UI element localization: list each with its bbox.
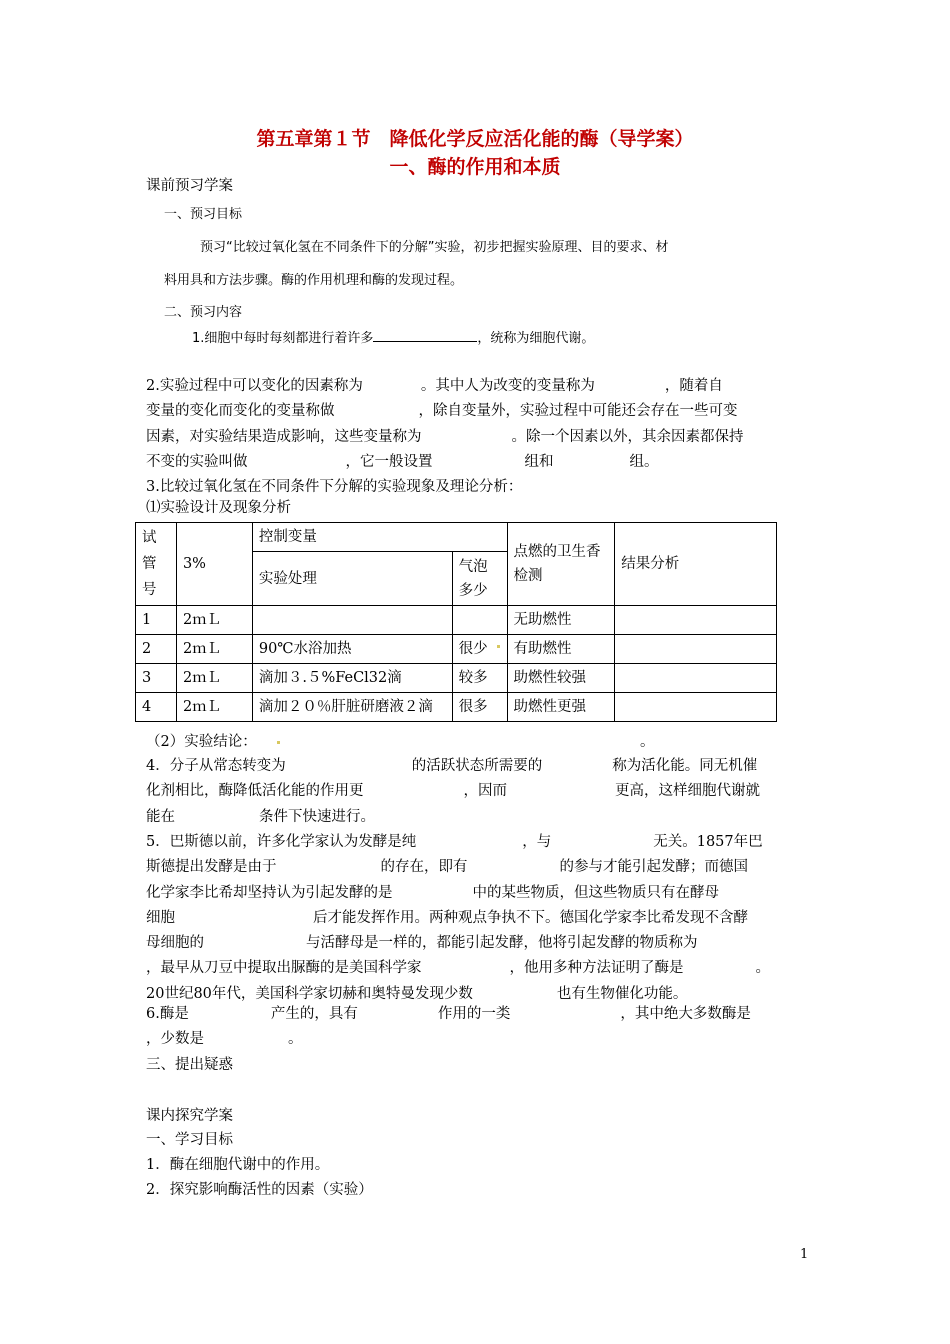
cell-tube: 1 [136, 606, 177, 635]
cell-tube: 4 [136, 693, 177, 722]
cell-result [615, 635, 777, 664]
preview-content-heading: 二、预习内容 [164, 305, 243, 320]
item-2-paragraph [146, 374, 810, 500]
text-line: ，最早从刀豆中提取出脲酶的是美国科学家 ，他用多种方法证明了酶是 。 [146, 960, 770, 977]
inclass-goal-item: 2．探究影响酶活性的因素（实验） [146, 1182, 373, 1198]
page-number: 1 [800, 1247, 809, 1262]
preview-goal-line: 预习“比较过氧化氢在不同条件下的分解”实验，初步把握实验原理、目的要求、材 [200, 240, 669, 255]
table-row [136, 664, 777, 693]
text-line: 5．巴斯德以前，许多化学家认为发酵是纯 ，与 无关。1857年巴 [146, 834, 763, 850]
text-line: 化剂相比，酶降低活化能的作用更 ，因而 更高，这样细胞代谢就 [146, 783, 760, 800]
cell-volume: 2ｍＬ [176, 606, 252, 635]
inclass-heading: 课内探究学案 [146, 1108, 233, 1124]
preview-heading: 课前预习学案 [146, 178, 233, 194]
cell-volume: 2ｍＬ [176, 693, 252, 722]
conclusion-label: （2）实验结论： [146, 734, 257, 750]
text-line: 因素，对实验结果造成影响，这些变量称为 。除一个因素以外，其余因素都保持 [146, 428, 744, 445]
text-line: 不变的实验叫做 ，它一般设置 组和 组。 [146, 453, 659, 470]
item-3-subheading: ⑴实验设计及现象分析 [146, 500, 291, 516]
text-line: 2.实验过程中可以变化的因素称为 。其中人为改变的变量称为 ，随着自 [146, 378, 723, 394]
text-line: 细胞 后才能发挥作用。两种观点争执不下。德国化学家李比希发现不含酵 [146, 909, 748, 926]
item-5-paragraph [146, 830, 810, 1007]
table-row [136, 606, 777, 635]
item-text: ，统称为细胞代谢。 [477, 331, 595, 346]
header-test: 点燃的卫生香检测 [507, 523, 615, 606]
scan-speck [277, 741, 280, 744]
text-line: 能在 条件下快速进行。 [146, 808, 375, 825]
inclass-goal-heading: 一、学习目标 [146, 1132, 233, 1148]
preview-goal-line: 料用具和方法步骤。酶的作用机理和酶的发现过程。 [164, 273, 464, 288]
scan-speck [497, 645, 500, 648]
item-4-paragraph [146, 754, 810, 830]
header-tube: 试 管 号 [136, 523, 177, 606]
cell-test: 助燃性更强 [507, 693, 615, 722]
cell-volume: 2ｍＬ [176, 635, 252, 664]
conclusion-end: 。 [640, 734, 655, 750]
cell-bubbles: 很少 [452, 635, 507, 664]
doubts-heading: 三、提出疑惑 [146, 1056, 233, 1073]
header-treatment: 实验处理 [252, 552, 452, 606]
cell-treatment: 滴加２０％肝脏研磨液２滴 [252, 693, 452, 722]
header-bubbles: 气泡多少 [452, 552, 507, 606]
header-control-variable: 控制变量 [252, 523, 507, 552]
page-subtitle: 一、酶的作用和本质 [389, 156, 561, 178]
blank-line [373, 327, 477, 342]
cell-bubbles: 较多 [452, 664, 507, 693]
header-result: 结果分析 [615, 523, 777, 606]
item-6-paragraph [146, 1002, 810, 1078]
preview-item-1 [192, 327, 594, 349]
item-3-heading: 3.比较过氧化氢在不同条件下分解的实验现象及理论分析： [146, 479, 523, 496]
text-line: 化学家李比希却坚持认为引起发酵的是 中的某些物质，但这些物质只有在酵母 [146, 884, 719, 901]
inclass-goal-item: 1．酶在细胞代谢中的作用。 [146, 1157, 330, 1173]
experiment-table [135, 522, 777, 722]
table-row [136, 635, 777, 664]
cell-volume: 2ｍＬ [176, 664, 252, 693]
cell-bubbles [452, 606, 507, 635]
text-line: 变量的变化而变化的变量称做 ，除自变量外，实验过程中可能还会存在一些可变 [146, 403, 738, 420]
cell-result [615, 693, 777, 722]
item-text: 1.细胞中每时每刻都进行着许多 [192, 331, 374, 346]
cell-result [615, 606, 777, 635]
text-line: ，少数是 。 [146, 1031, 303, 1048]
cell-treatment [252, 606, 452, 635]
cell-test: 有助燃性 [507, 635, 615, 664]
text-line: 母细胞的 与活酵母是一样的，都能引起发酵，他将引起发酵的物质称为 [146, 935, 698, 952]
text-line: 20世纪80年代，美国科学家切赫和奥特曼发现少数 也有生物催化功能。 [146, 985, 688, 1002]
cell-treatment: 滴加３.５%FeCl32滴 [252, 664, 452, 693]
cell-test: 无助燃性 [507, 606, 615, 635]
cell-tube: 2 [136, 635, 177, 664]
cell-bubbles: 很多 [452, 693, 507, 722]
cell-treatment: 90℃水浴加热 [252, 635, 452, 664]
cell-tube: 3 [136, 664, 177, 693]
cell-result [615, 664, 777, 693]
text-line: 6.酶是 产生的，具有 作用的一类 ，其中绝大多数酶是 [146, 1006, 751, 1022]
text-line: 斯德提出发酵是由于 的存在，即有 的参与才能引起发酵；而德国 [146, 859, 748, 876]
text-line: 4．分子从常态转变为 的活跃状态所需要的 称为活化能。同无机催 [146, 758, 758, 774]
table-row [136, 693, 777, 722]
page-title: 第五章第１节 降低化学反应活化能的酶（导学案） [256, 128, 694, 150]
cell-test: 助燃性较强 [507, 664, 615, 693]
header-concentration: 3% [176, 523, 252, 606]
preview-goal-heading: 一、预习目标 [164, 207, 243, 222]
